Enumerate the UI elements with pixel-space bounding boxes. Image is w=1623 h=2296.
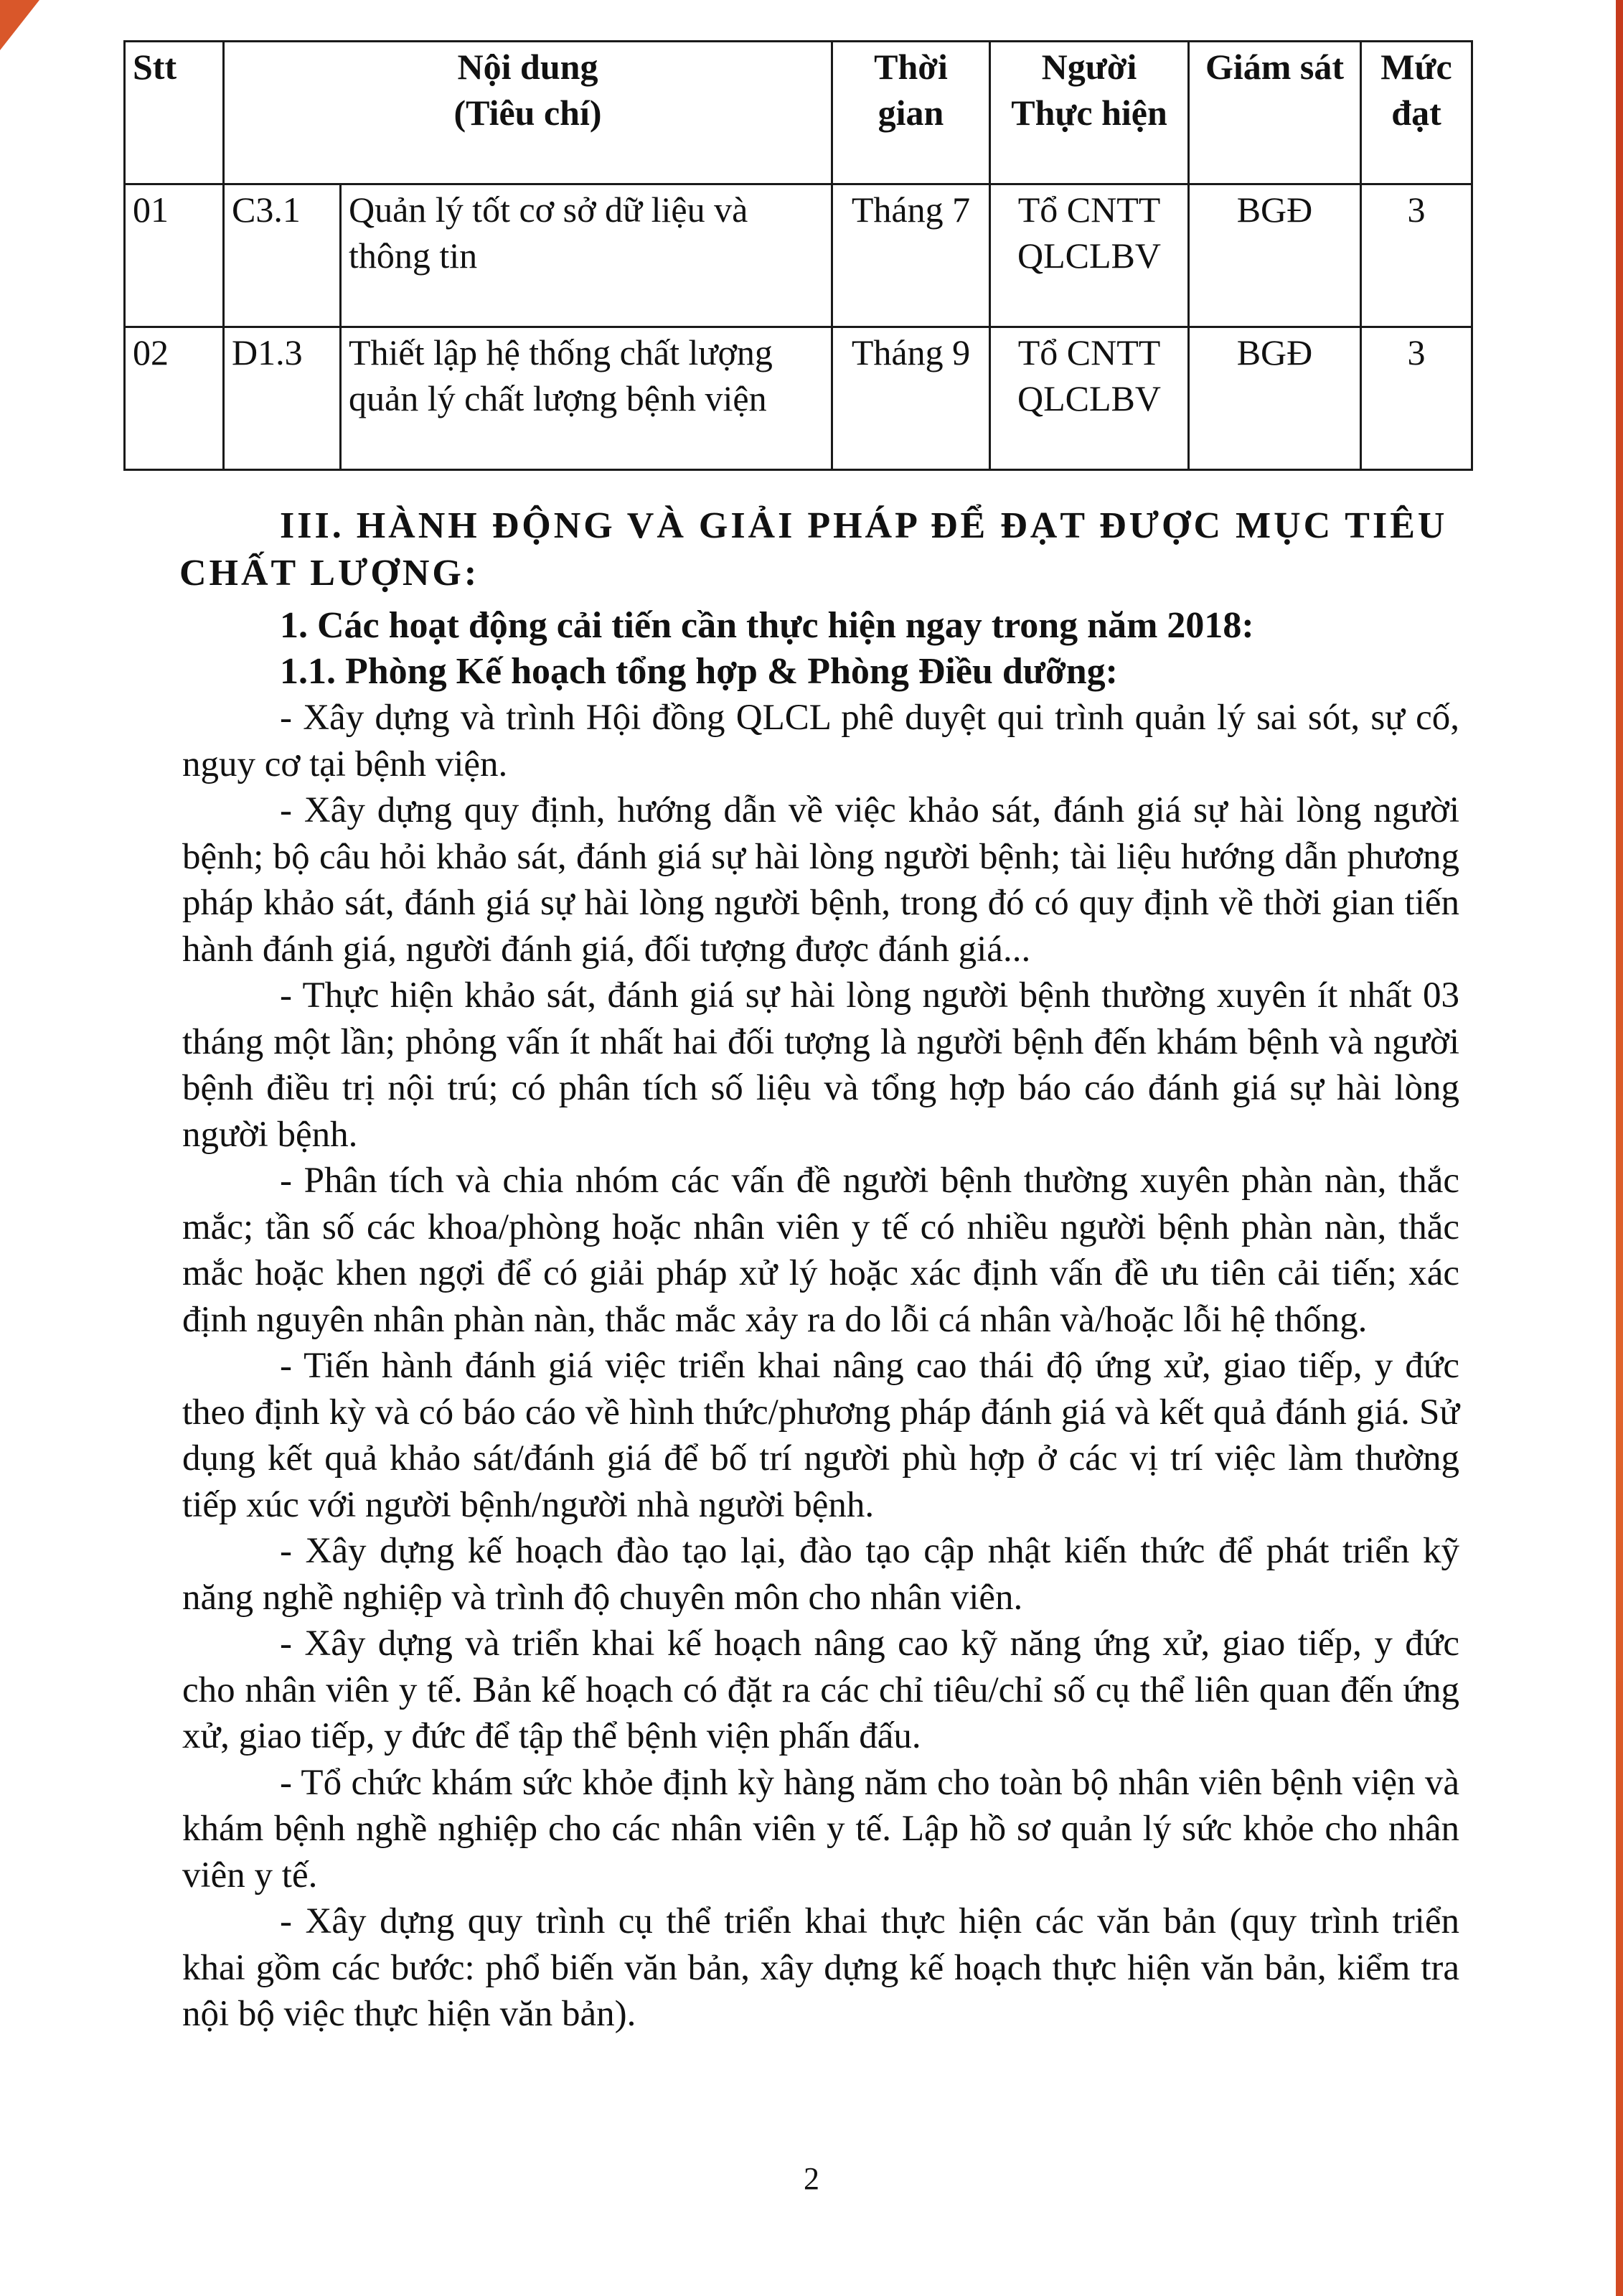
header-level: Mức đạt <box>1361 42 1472 184</box>
paragraph: - Tiến hành đánh giá việc triển khai nâng cao thái độ ứng xử, giao tiếp, y đức theo định kỳ và có báo cáo về hình thức/phương pháp đánh giá và kết quả đánh giá. Sử dụng kết quả khảo sát/đánh giá để bố trí người phù hợp ở các vị trí việc làm thường tiếp xúc với người bệnh/người nhà người bệnh. <box>182 1346 1459 1525</box>
cell-content: Thiết lập hệ thống chất lượng quản lý chất lượng bệnh viện <box>341 327 832 470</box>
paragraph: - Tổ chức khám sức khỏe định kỳ hàng năm cho toàn bộ nhân viên bệnh viện và khám bệnh nghề nghiệp cho các nhân viên y tế. Lập hồ sơ quản lý sức khỏe cho nhân viên y tế. <box>182 1762 1459 1896</box>
cell-supervisor: BGĐ <box>1189 184 1361 327</box>
cell-content: Quản lý tốt cơ sở dữ liệu và thông tin <box>341 184 832 327</box>
cell-time: Tháng 9 <box>832 327 990 470</box>
cell-stt: 02 <box>125 327 224 470</box>
scan-edge-strip <box>1616 0 1623 2296</box>
section-heading-line2: CHẤT LƯỢNG: <box>179 553 480 594</box>
header-supervisor: Giám sát <box>1189 42 1361 184</box>
paragraph: - Xây dựng quy định, hướng dẫn về việc khảo sát, đánh giá sự hài lòng người bệnh; bộ câu hỏi khảo sát, đánh giá sự hài lòng người bệnh; tài liệu hướng dẫn phương pháp khảo sát, đánh giá sự hài lòng người bệnh, trong đó có quy định về thời gian tiến hành đánh giá, người đánh giá, đối tượng được đánh giá... <box>182 790 1459 970</box>
body-text <box>182 695 1459 2038</box>
cell-level: 3 <box>1361 327 1472 470</box>
paragraph: - Xây dựng và trình Hội đồng QLCL phê duyệt qui trình quản lý sai sót, sự cố, nguy cơ tại bệnh viện. <box>182 698 1459 784</box>
paragraph: - Xây dựng quy trình cụ thể triển khai thực hiện các văn bản (quy trình triển khai gồm các bước: phổ biến văn bản, xây dựng kế hoạch thực hiện văn bản, kiểm tra nội bộ việc thực hiện văn bản). <box>182 1901 1459 2034</box>
cell-performer: Tổ CNTT QLCLBV <box>990 184 1189 327</box>
header-content-line1: Nội dung <box>457 47 598 87</box>
paragraph: - Xây dựng và triển khai kế hoạch nâng cao kỹ năng ứng xử, giao tiếp, y đức cho nhân viên y tế. Bản kế hoạch có đặt ra các chỉ tiêu/chỉ số cụ thể liên quan đến ứng xử, giao tiếp, y đức để tập thể bệnh viện phấn đấu. <box>182 1623 1459 1756</box>
cell-stt: 01 <box>125 184 224 327</box>
header-performer: Người Thực hiện <box>990 42 1189 184</box>
corner-mark <box>0 0 39 50</box>
subheading-1: 1. Các hoạt động cải tiến cần thực hiện ngay trong năm 2018: <box>280 605 1254 646</box>
paragraph: - Phân tích và chia nhóm các vấn đề người bệnh thường xuyên phàn nàn, thắc mắc; tần số các khoa/phòng hoặc nhân viên y tế có nhiều người bệnh phàn nàn, thắc mắc hoặc khen ngợi để có giải pháp xử lý hoặc xác định vấn đề ưu tiên cải tiến; xác định nguyên nhân phàn nàn, thắc mắc xảy ra do lỗi cá nhân và/hoặc lỗi hệ thống. <box>182 1161 1459 1340</box>
paragraph: - Thực hiện khảo sát, đánh giá sự hài lòng người bệnh thường xuyên ít nhất 03 tháng một lần; phỏng vấn ít nhất hai đối tượng là người bệnh đến khám bệnh và người bệnh điều trị nội trú; có phân tích số liệu và tổng hợp báo cáo đánh giá sự hài lòng người bệnh. <box>182 975 1459 1155</box>
paragraph: - Xây dựng kế hoạch đào tạo lại, đào tạo cập nhật kiến thức để phát triển kỹ năng nghề nghiệp và trình độ chuyên môn cho nhân viên. <box>182 1531 1459 1618</box>
section-heading-line1: III. HÀNH ĐỘNG VÀ GIẢI PHÁP ĐỂ ĐẠT ĐƯỢC MỤC TIÊU <box>280 505 1448 546</box>
header-content <box>224 42 832 184</box>
cell-time: Tháng 7 <box>832 184 990 327</box>
cell-level: 3 <box>1361 184 1472 327</box>
section-heading <box>179 502 1459 597</box>
table-row <box>125 184 1472 327</box>
header-stt: Stt <box>125 42 224 184</box>
header-content-line2: (Tiêu chí) <box>453 93 602 133</box>
cell-code: C3.1 <box>224 184 341 327</box>
table-row <box>125 327 1472 470</box>
page-number: 2 <box>804 2161 819 2196</box>
criteria-table <box>123 40 1473 471</box>
header-time: Thời gian <box>832 42 990 184</box>
table-header-row <box>125 42 1472 184</box>
cell-code: D1.3 <box>224 327 341 470</box>
subheading-1-1: 1.1. Phòng Kế hoạch tổng hợp & Phòng Điều dưỡng: <box>280 651 1118 692</box>
cell-performer: Tổ CNTT QLCLBV <box>990 327 1189 470</box>
cell-supervisor: BGĐ <box>1189 327 1361 470</box>
